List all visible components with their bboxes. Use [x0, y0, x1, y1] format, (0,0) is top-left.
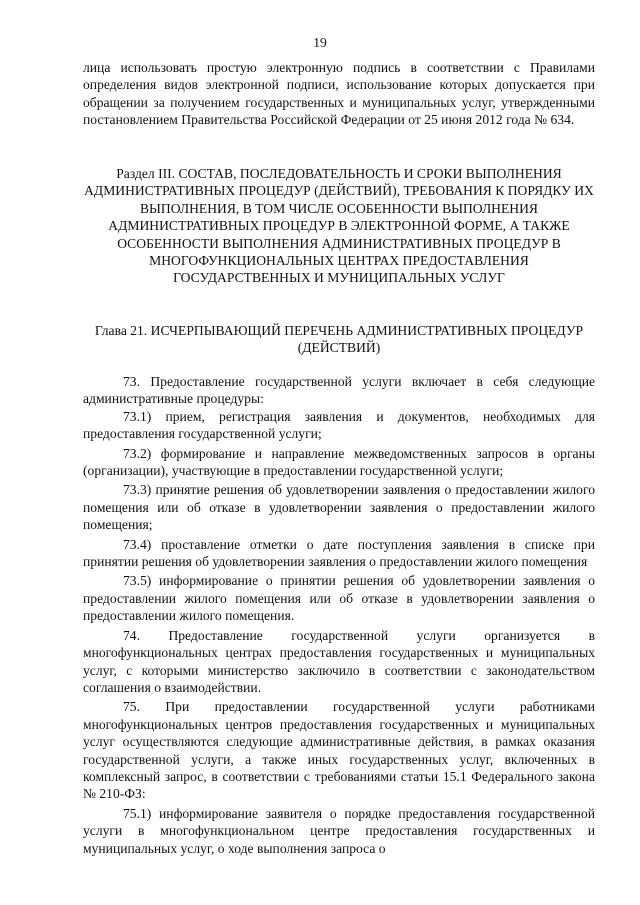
body-text-block: [83, 373, 595, 857]
intro-paragraph: лица использовать простую электронную подпись в соответствии с Правилами определения видов электронной подписи, использование которых допускается при обращении за получением государственных и муниципальных услуг, утвержденными постановлением Правительства Российской Федерации от 25 июня 2012 года № 634.: [83, 60, 595, 128]
page-number: 19: [313, 35, 327, 50]
paragraph-73-4: 73.4) проставление отметки о дате поступления заявления в списке при принятии решения об удовлетворении заявления о предоставлении жилого помещения: [83, 536, 595, 570]
paragraph-75-1: 75.1) информирование заявителя о порядке предоставления государственной услуги в многофункциональном центре предоставления государственных и муниципальных услуг, о ходе выполнения запроса о: [83, 805, 595, 856]
paragraph-73: 73. Предоставление государственной услуги включает в себя следующие административные процедуры:: [83, 374, 595, 407]
chapter-heading: Глава 21. ИСЧЕРПЫВАЮЩИЙ ПЕРЕЧЕНЬ АДМИНИСТРАТИВНЫХ ПРОЦЕДУР (ДЕЙСТВИЙ): [94, 323, 584, 356]
paragraph-75: 75. При предоставлении государственной услуги работниками многофункциональных центров предоставления государственных и муниципальных услуг осуществляются следующие административные действия, в рамках оказания государственной услуги, а также иных государственных услуг, включенных в комплексный запрос, в соответствии с требованиями статьи 15.1 Федерального закона № 210-ФЗ:: [83, 699, 595, 802]
section-heading: Раздел III. СОСТАВ, ПОСЛЕДОВАТЕЛЬНОСТЬ И СРОКИ ВЫПОЛНЕНИЯ АДМИНИСТРАТИВНЫХ ПРОЦЕДУР (ДЕЙСТВИЙ), ТРЕБОВАНИЯ К ПОРЯДКУ ИХ ВЫПОЛНЕНИЯ, В ТОМ ЧИСЛЕ ОСОБЕННОСТИ ВЫПОЛНЕНИЯ АДМИНИСТРАТИВНЫХ ПРОЦЕДУР В ЭЛЕКТРОННОЙ ФОРМЕ, А ТАКЖЕ ОСОБЕННОСТИ ВЫПОЛНЕНИЯ АДМИНИСТРАТИВНЫХ ПРОЦЕДУР В МНОГОФУНКЦИОНАЛЬНЫХ ЦЕНТРАХ ПРЕДОСТАВЛЕНИЯ ГОСУДАРСТВЕННЫХ И МУНИЦИПАЛЬНЫХ УСЛУГ: [84, 166, 594, 286]
paragraph-73-2: 73.2) формирование и направление межведомственных запросов в органы (организации), участвующие в предоставлении государственной услуги;: [83, 445, 595, 479]
paragraph-73-1: 73.1) прием, регистрация заявления и документов, необходимых для предоставления государственной услуги;: [83, 408, 595, 442]
paragraph-73-3: 73.3) принятие решения об удовлетворении заявления о предоставлении жилого помещения или об отказе в удовлетворении заявления о предоставлении жилого помещения;: [83, 482, 595, 533]
paragraph-73-5: 73.5) информирование о принятии решения об удовлетворении заявления о предоставлении жилого помещения или об отказе в удовлетворении заявления о предоставлении жилого помещения.: [83, 573, 595, 624]
paragraph-74: 74. Предоставление государственной услуги организуется в многофункциональных центрах предоставления государственных и муниципальных услуг, с которыми министерство заключило в соответствии с законодательством соглашения о взаимодействии.: [83, 627, 595, 695]
intro-text-block: [83, 59, 595, 129]
